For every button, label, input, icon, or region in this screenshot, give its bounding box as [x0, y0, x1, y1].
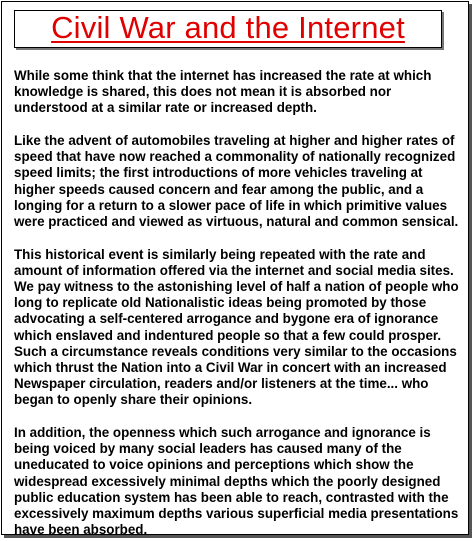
document-body	[14, 68, 466, 538]
paragraph-2: Like the advent of automobiles traveling at higher and higher rates of speed that have now reached a commonality of nationally recognized speed limits; the first introductions of more vehicles traveling at higher speeds caused concern and fear among the public, and a longing for a return to a slower pace of life in which primitive values were practiced and viewed as virtuous, natural and common sensical.	[14, 133, 459, 230]
paragraph-3: This historical event is similarly being repeated with the rate and amount of information offered via the internet and social media sites. We pay witness to the astonishing level of half a nation of people who long to replicate old Nationalistic ideas being promoted by those advocating a self-centered arrogance and bygone era of ignorance which enslaved and indentured people so that a few could prosper. Such a circumstance reveals conditions very similar to the occasions which thrust the Nation into a Civil War in concert with an increased Newspaper circulation, readers and/or listeners at the time... who began to openly share their opinions.	[14, 246, 459, 408]
paragraph-4: In addition, the openness which such arrogance and ignorance is being voiced by many social leaders has caused many of the uneducated to voice opinions and perceptions which show the widespread excessively minimal depths which the poorly designed public education system has been able to reach, contrasted with the excessively maximum depths various superficial media presentations have been absorbed.	[14, 425, 459, 538]
page-title: Civil War and the Internet	[51, 10, 405, 45]
paragraph-1: While some think that the internet has increased the rate at which knowledge is shared, this does not mean it is absorbed nor understood at a similar rate or increased depth.	[14, 68, 432, 116]
title-box	[14, 10, 442, 48]
document-frame	[1, 1, 469, 538]
